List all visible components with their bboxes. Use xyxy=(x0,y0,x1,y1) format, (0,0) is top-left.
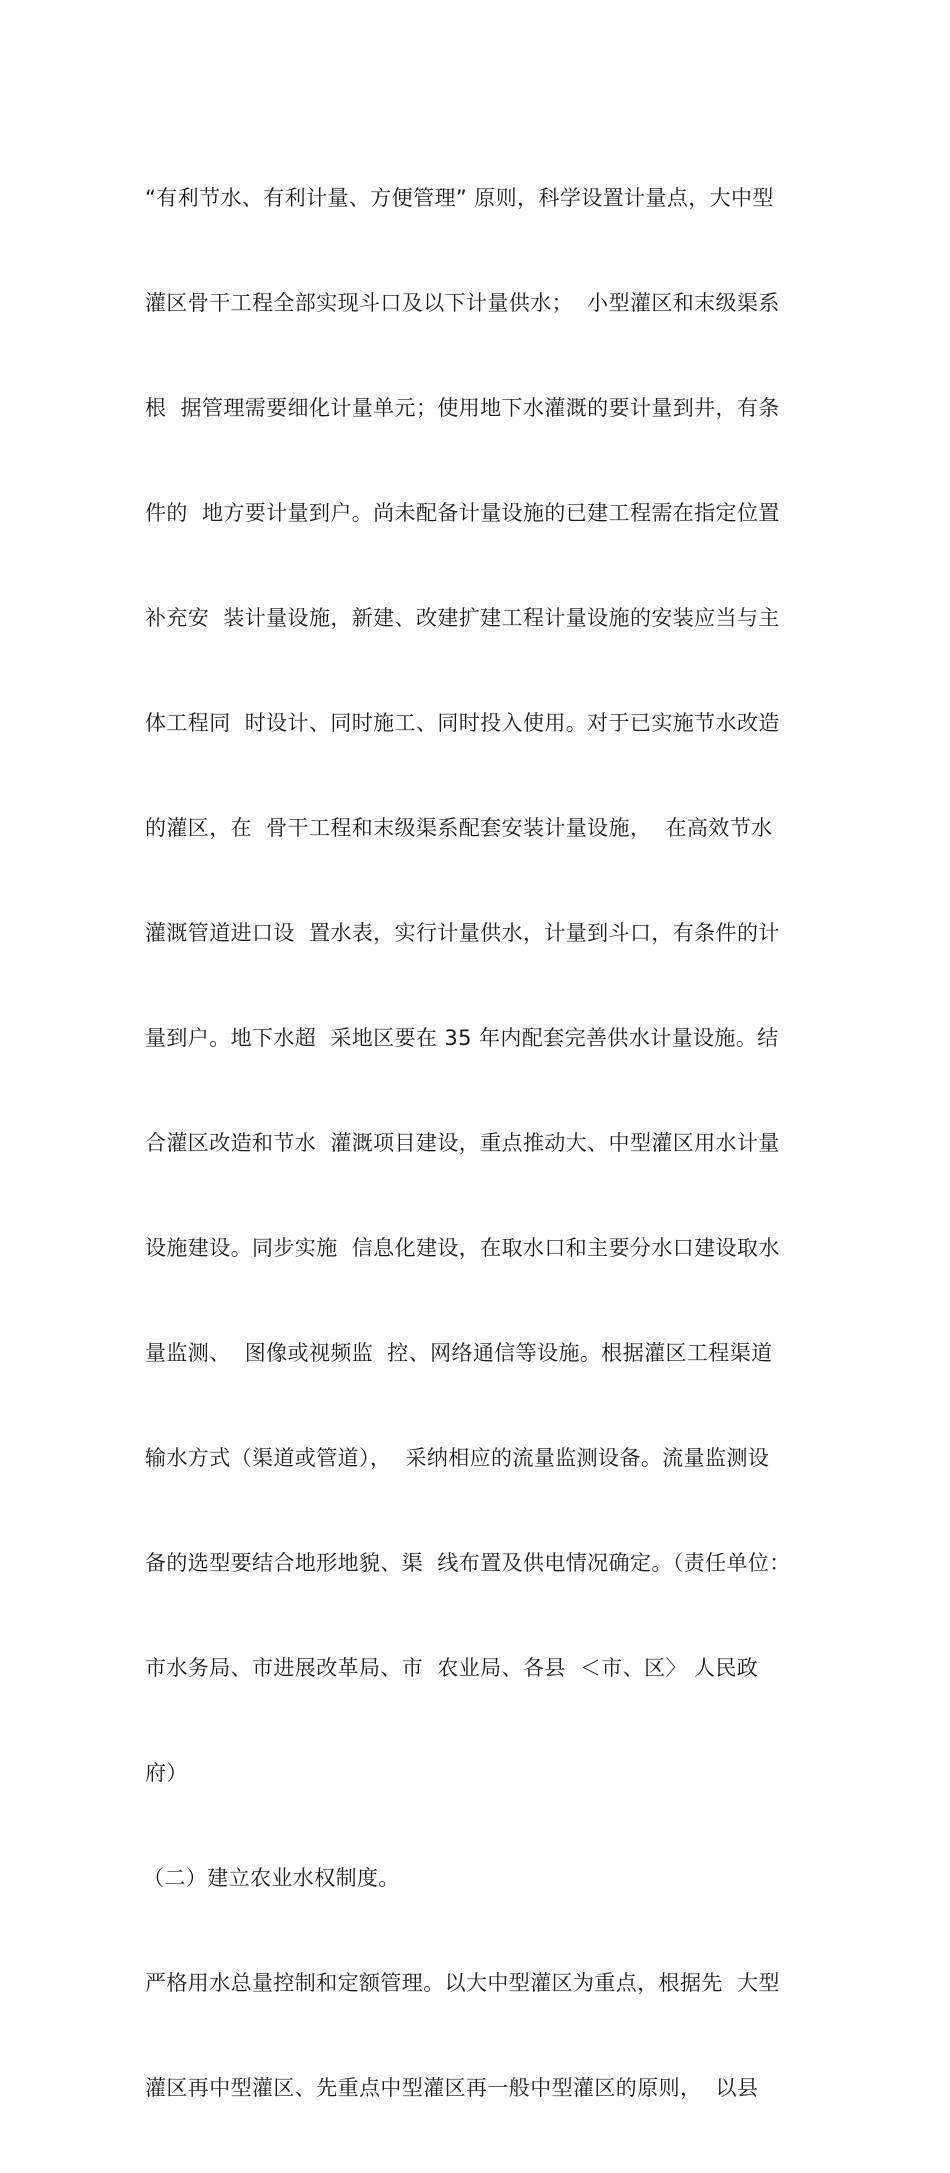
text-line: 量监测、 图像或视频监 控、网络通信等设施。根据灌区工程渠道 xyxy=(145,1341,773,1365)
text-line: 市水务局、市进展改革局、市 农业局、各县 ＜市、区〉 人民政 xyxy=(145,1656,759,1680)
text-line: 的灌区，在 骨干工程和末级渠系配套安装计量设施， 在高效节水 xyxy=(145,816,773,840)
text-line: “有利节水、有利计量、方便管理” 原则，科学设置计量点，大中型 xyxy=(145,186,774,210)
text-line: 补充安 装计量设施，新建、改建扩建工程计量设施的安装应当与主 xyxy=(145,606,780,630)
text-line: 体工程同 时设计、同时施工、同时投入使用。对于已实施节水改造 xyxy=(145,711,780,735)
text-line: 严格用水总量控制和定额管理。以大中型灌区为重点，根据先 大型 xyxy=(145,1971,780,1995)
text-line: 根 据管理需要细化计量单元；使用地下水灌溉的要计量到井，有条 xyxy=(145,396,780,420)
text-line: 合灌区改造和节水 灌溉项目建设，重点推动大、中型灌区用水计量 xyxy=(145,1131,780,1155)
text-line: 设施建设。同步实施 信息化建设，在取水口和主要分水口建设取水 xyxy=(145,1236,780,1260)
text-line: 灌溉管道进口设 置水表，实行计量供水，计量到斗口，有条件的计 xyxy=(145,921,780,945)
text-line: 量到户。地下水超 采地区要在 35 年内配套完善供水计量设施。结 xyxy=(145,1026,779,1050)
text-line: 府） xyxy=(145,1761,188,1785)
text-line: 输水方式（渠道或管道）， 采纳相应的流量监测设备。流量监测设 xyxy=(145,1446,770,1470)
section-heading: （二）建立农业水权制度。 xyxy=(143,1866,400,1890)
text-line: 灌区骨干工程全部实现斗口及以下计量供水； 小型灌区和末级渠系 xyxy=(145,291,780,315)
text-line: 灌区再中型灌区、先重点中型灌区再一般中型灌区的原则， 以县 xyxy=(145,2076,759,2100)
text-line: 件的 地方要计量到户。尚未配备计量设施的已建工程需在指定位置 xyxy=(145,501,780,525)
body-text xyxy=(145,130,835,2173)
text-line: 备的选型要结合地形地貌、渠 线布置及供电情况确定。（责任单位： xyxy=(145,1551,791,1575)
